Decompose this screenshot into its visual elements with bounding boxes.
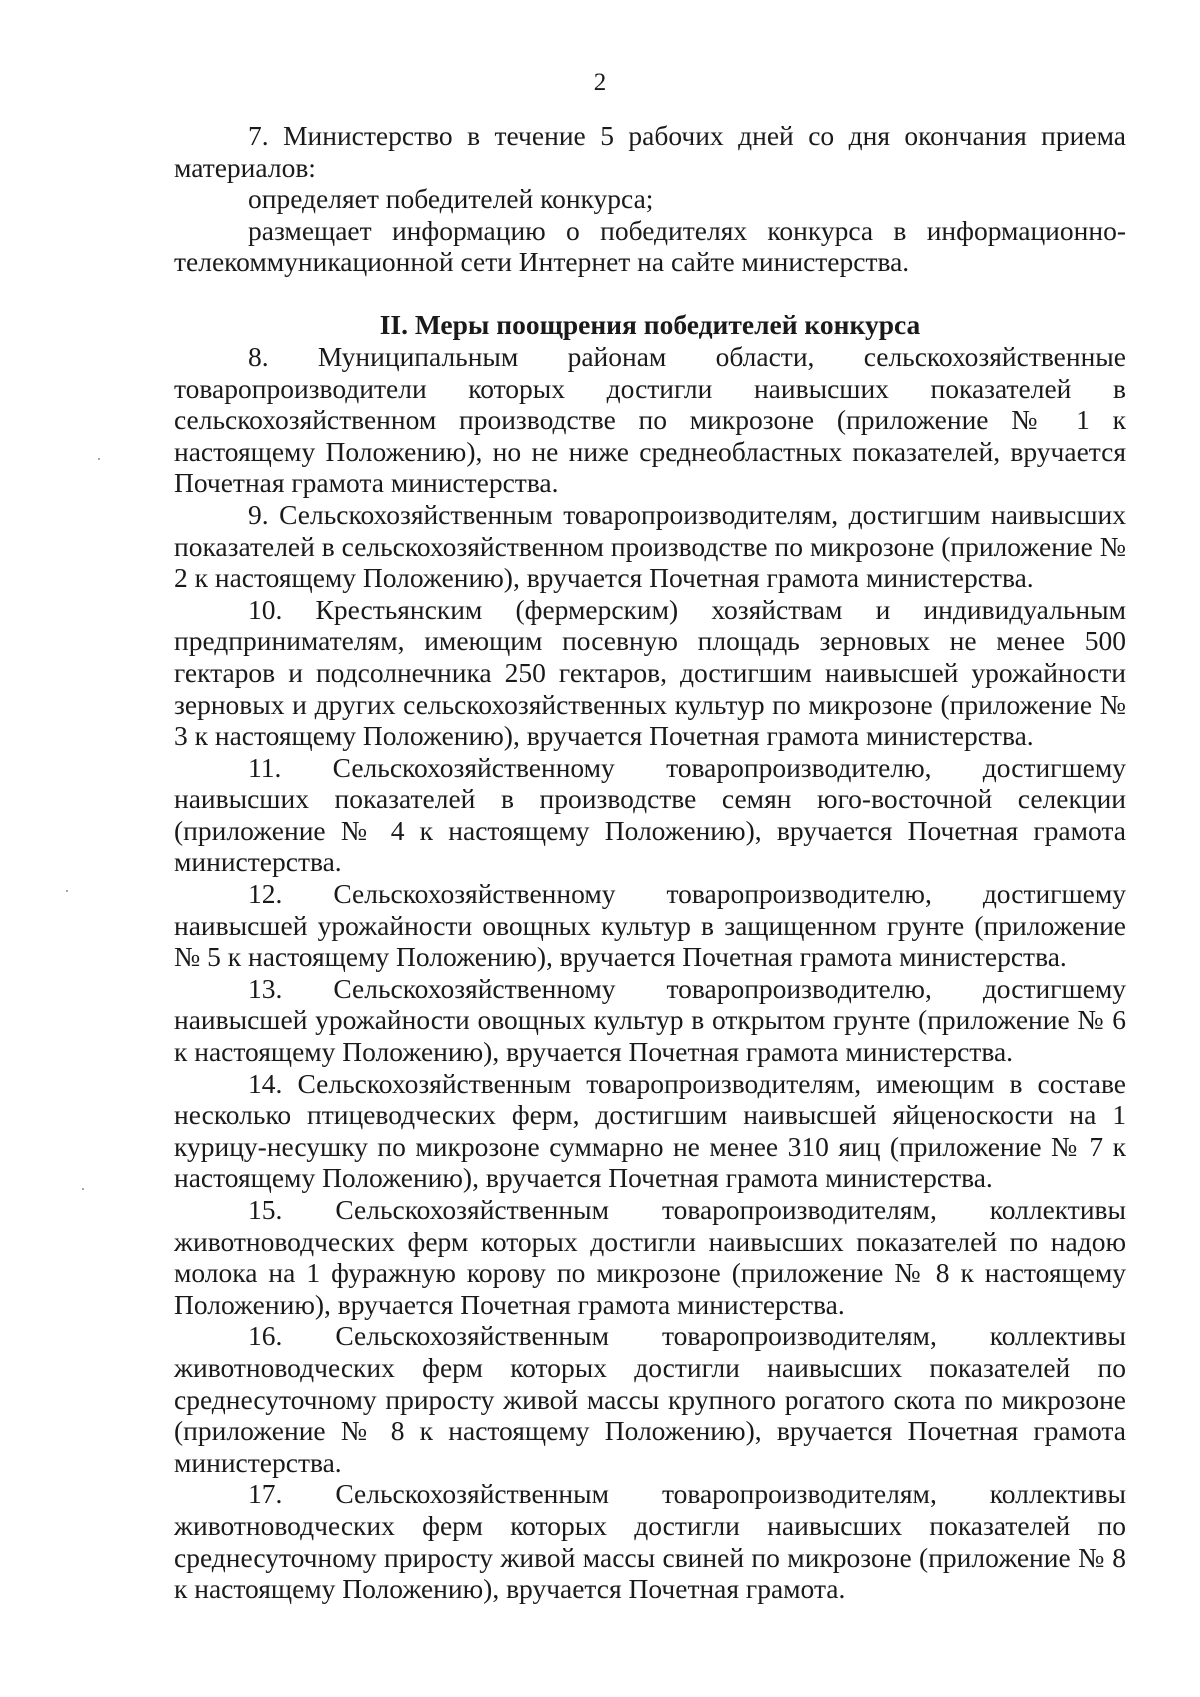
page-number: 2: [593, 69, 607, 96]
paragraph-7-item-1: определяет победителей конкурса;: [248, 183, 654, 215]
section-heading: II. Меры поощрения победителей конкурса: [379, 308, 921, 340]
scan-speck: [66, 890, 68, 892]
paragraph-17: 17. Сельскохозяйственным товаропроизводителям, коллективы животноводческих ферм которых достигли наивысших показателей по среднесуточному приросту живой массы свиней по микрозоне (приложение № 8 к настоящему Положению), вручается Почетная грамота.: [174, 1478, 1126, 1605]
paragraph-7: 7. Министерство в течение 5 рабочих дней со дня окончания приема материалов:: [174, 120, 1126, 183]
paragraph-13: 13. Сельскохозяйственному товаропроизводителю, достигшему наивысшей урожайности овощных культур в открытом грунте (приложение № 6 к настоящему Положению), вручается Почетная грамота министерства.: [174, 972, 1126, 1068]
paragraph-11: 11. Сельскохозяйственному товаропроизводителю, достигшему наивысших показателей в производстве семян юго-восточной селекции (приложение № 4 к настоящему Положению), вручается Почетная грамота министерства.: [174, 751, 1126, 878]
document-body: [174, 120, 1126, 1605]
scan-speck: [82, 1188, 84, 1190]
paragraph-16: 16. Сельскохозяйственным товаропроизводителям, коллективы животноводческих ферм которых достигли наивысших показателей по среднесуточному приросту живой массы крупного рогатого скота по микрозоне (приложение № 8 к настоящему Положению), вручается Почетная грамота министерства.: [174, 1320, 1126, 1478]
paragraph-8: 8. Муниципальным районам области, сельскохозяйственные товаропроизводители которых достигли наивысших показателей в сельскохозяйственном производстве по микрозоне (приложение № 1 к настоящему Положению), но не ниже среднеобластных показателей, вручается Почетная грамота министерства.: [174, 340, 1126, 499]
paragraph-7-item-2: размещает информацию о победителях конкурса в информационно-телекоммуникационной сети Интернет на сайте министерства.: [174, 214, 1126, 278]
paragraph-12: 12. Сельскохозяйственному товаропроизводителю, достигшему наивысшей урожайности овощных культур в защищенном грунте (приложение № 5 к настоящему Положению), вручается Почетная грамота министерства.: [174, 878, 1126, 973]
paragraph-14: 14. Сельскохозяйственным товаропроизводителям, имеющим в составе несколько птицеводческих ферм, достигшим наивысшей яйценоскости на 1 курицу-несушку по микрозоне суммарно не менее 310 яиц (приложение № 7 к настоящему Положению), вручается Почетная грамота министерства.: [174, 1067, 1126, 1194]
paragraph-9: 9. Сельскохозяйственным товаропроизводителям, достигшим наивысших показателей в сельскохозяйственном производстве по микрозоне (приложение № 2 к настоящему Положению), вручается Почетная грамота министерства.: [174, 498, 1126, 594]
scan-speck: [98, 458, 100, 460]
paragraph-10: 10. Крестьянским (фермерским) хозяйствам и индивидуальным предпринимателям, имеющим посевную площадь зерновых не менее 500 гектаров и подсолнечника 250 гектаров, достигшим наивысшей урожайности зерновых и других сельскохозяйственных культур по микрозоне (приложение № 3 к настоящему Положению), вручается Почетная грамота министерства.: [174, 593, 1126, 752]
paragraph-15: 15. Сельскохозяйственным товаропроизводителям, коллективы животноводческих ферм которых достигли наивысших показателей по надою молока на 1 фуражную корову по микрозоне (приложение № 8 к настоящему Положению), вручается Почетная грамота министерства.: [174, 1194, 1126, 1320]
